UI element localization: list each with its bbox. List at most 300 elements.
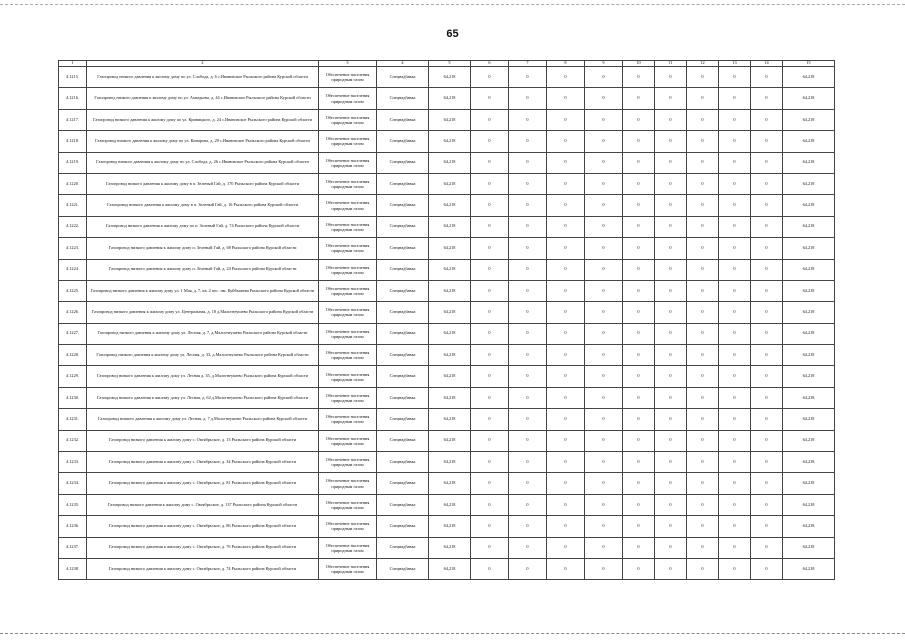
- year-value: 0: [471, 452, 509, 473]
- year-value: 0: [471, 409, 509, 430]
- funding-source: Спецнадбавка: [377, 323, 429, 344]
- year-value: 0: [585, 494, 623, 515]
- table-row: [59, 323, 835, 344]
- table-row: [59, 537, 835, 558]
- year-value: 0: [509, 280, 547, 301]
- year-value: 0: [471, 323, 509, 344]
- year-value: 0: [687, 494, 719, 515]
- row-number: 4.1237.: [59, 537, 87, 558]
- object-name: Газопровод низкого давления к жилому дому ул. Лесная, д. 7 д.Малогнеушево Рыльского района Курской области: [87, 409, 319, 430]
- year-value: 0: [471, 109, 509, 130]
- year-value: 0: [687, 302, 719, 323]
- year-value: 0: [751, 88, 783, 109]
- funding-source: Спецнадбавка: [377, 195, 429, 216]
- year-value: 0: [547, 88, 585, 109]
- top-dashed-rule: [0, 4, 905, 5]
- year-value: 0: [687, 387, 719, 408]
- year-value: 0: [623, 366, 655, 387]
- year-value: 0: [623, 152, 655, 173]
- row-number: 4.1233.: [59, 452, 87, 473]
- year-value: 0: [585, 216, 623, 237]
- year-value: 0: [471, 558, 509, 579]
- row-number: 4.1222.: [59, 216, 87, 237]
- funding-source: Спецнадбавка: [377, 409, 429, 430]
- object-name: Газопровод низкого давления к жилому дому по п. Зеленый Гай, д. 74 Рыльского района Курской области: [87, 216, 319, 237]
- year-value: 0: [687, 195, 719, 216]
- year-value: 0: [687, 152, 719, 173]
- bottom-dashed-rule: [0, 633, 905, 634]
- year-value: 0: [509, 345, 547, 366]
- purpose-cell: Обеспечение населения природным газом: [319, 473, 377, 494]
- year-value: 0: [509, 131, 547, 152]
- year-value: 0: [655, 195, 687, 216]
- funding-source: Спецнадбавка: [377, 216, 429, 237]
- table-row: [59, 516, 835, 537]
- year-value: 0: [547, 452, 585, 473]
- year-value: 0: [471, 516, 509, 537]
- sum-value: 64,218: [783, 238, 835, 259]
- object-name: Газопровод низкого давления к жилому дому с. Октябрьское, д. 76 Рыльского района Курской области: [87, 537, 319, 558]
- row-number: 4.1215.: [59, 67, 87, 88]
- year-value: 0: [509, 195, 547, 216]
- sum-value: 64,218: [783, 67, 835, 88]
- funding-source: Спецнадбавка: [377, 345, 429, 366]
- year-value: 0: [509, 387, 547, 408]
- total-value: 64,218: [429, 88, 471, 109]
- total-value: 64,218: [429, 387, 471, 408]
- year-value: 0: [719, 430, 751, 451]
- row-number: 4.1219.: [59, 152, 87, 173]
- year-value: 0: [547, 345, 585, 366]
- table-row: [59, 259, 835, 280]
- year-value: 0: [471, 259, 509, 280]
- sum-value: 64,218: [783, 409, 835, 430]
- column-header: 5: [429, 61, 471, 67]
- column-header: 3: [319, 61, 377, 67]
- year-value: 0: [719, 238, 751, 259]
- purpose-cell: Обеспечение населения природным газом: [319, 558, 377, 579]
- object-name: Газопровод низкого давления к жилому дому по ул. Слобода, д. 26 с.Ивановское Рыльского района Курской области: [87, 152, 319, 173]
- object-name: Газопровод низкого давления к жилому дому по ул. Слобода, д. 6 с.Ивановское Рыльского района Курской области: [87, 67, 319, 88]
- purpose-cell: Обеспечение населения природным газом: [319, 88, 377, 109]
- total-value: 64,218: [429, 430, 471, 451]
- row-number: 4.1218.: [59, 131, 87, 152]
- object-name: Газопровод низкого давления к жилому дому ул. Лесная, д. 62 д.Малогнеушево Рыльского района Курской области: [87, 387, 319, 408]
- year-value: 0: [655, 537, 687, 558]
- year-value: 0: [509, 109, 547, 130]
- object-name: Газопровод низкого давления к жилому дому с. Октябрьское, д. 137 Рыльского района Курской области: [87, 494, 319, 515]
- year-value: 0: [751, 302, 783, 323]
- year-value: 0: [719, 366, 751, 387]
- year-value: 0: [623, 516, 655, 537]
- year-value: 0: [509, 216, 547, 237]
- year-value: 0: [547, 67, 585, 88]
- year-value: 0: [547, 366, 585, 387]
- year-value: 0: [687, 88, 719, 109]
- year-value: 0: [751, 345, 783, 366]
- sum-value: 64,218: [783, 195, 835, 216]
- year-value: 0: [751, 558, 783, 579]
- table-row: [59, 173, 835, 194]
- year-value: 0: [623, 494, 655, 515]
- year-value: 0: [547, 259, 585, 280]
- year-value: 0: [623, 387, 655, 408]
- year-value: 0: [751, 516, 783, 537]
- row-number: 4.1224.: [59, 259, 87, 280]
- column-header: 2: [87, 61, 319, 67]
- purpose-cell: Обеспечение населения природным газом: [319, 452, 377, 473]
- year-value: 0: [509, 238, 547, 259]
- year-value: 0: [585, 323, 623, 344]
- sum-value: 64,218: [783, 430, 835, 451]
- object-name: Газопровод низкого давления к жилому дому по ул. Кривицкого, д. 24 с.Ивановское Рыльского района Курской области: [87, 109, 319, 130]
- row-number: 4.1236.: [59, 516, 87, 537]
- year-value: 0: [751, 473, 783, 494]
- year-value: 0: [509, 452, 547, 473]
- year-value: 0: [719, 387, 751, 408]
- total-value: 64,218: [429, 67, 471, 88]
- row-number: 4.1217.: [59, 109, 87, 130]
- year-value: 0: [585, 558, 623, 579]
- year-value: 0: [547, 109, 585, 130]
- table-row: [59, 280, 835, 301]
- row-number: 4.1235.: [59, 494, 87, 515]
- year-value: 0: [751, 409, 783, 430]
- year-value: 0: [623, 409, 655, 430]
- year-value: 0: [471, 387, 509, 408]
- year-value: 0: [751, 452, 783, 473]
- object-name: Газопровод низкого давления к жилому дому с. Октябрьское, д. 13 Рыльского района Курской области: [87, 430, 319, 451]
- column-header: 8: [547, 61, 585, 67]
- table-row: [59, 88, 835, 109]
- year-value: 0: [623, 345, 655, 366]
- sum-value: 64,218: [783, 345, 835, 366]
- year-value: 0: [585, 109, 623, 130]
- table-body: [59, 67, 835, 580]
- sum-value: 64,218: [783, 537, 835, 558]
- purpose-cell: Обеспечение населения природным газом: [319, 67, 377, 88]
- year-value: 0: [471, 238, 509, 259]
- year-value: 0: [585, 452, 623, 473]
- year-value: 0: [751, 494, 783, 515]
- row-number: 4.1230.: [59, 387, 87, 408]
- funding-source: Спецнадбавка: [377, 430, 429, 451]
- table-row: [59, 152, 835, 173]
- year-value: 0: [623, 259, 655, 280]
- sum-value: 64,218: [783, 558, 835, 579]
- year-value: 0: [655, 473, 687, 494]
- column-header: 7: [509, 61, 547, 67]
- year-value: 0: [585, 473, 623, 494]
- funding-source: Спецнадбавка: [377, 259, 429, 280]
- total-value: 64,218: [429, 259, 471, 280]
- year-value: 0: [547, 558, 585, 579]
- year-value: 0: [687, 259, 719, 280]
- year-value: 0: [585, 366, 623, 387]
- year-value: 0: [623, 131, 655, 152]
- row-number: 4.1229.: [59, 366, 87, 387]
- object-name: Газопровод низкого давления к жилому дому ул. Лесная, д. 33, д.Малогнеушево Рыльского района Курской области: [87, 345, 319, 366]
- year-value: 0: [585, 238, 623, 259]
- year-value: 0: [751, 195, 783, 216]
- year-value: 0: [585, 67, 623, 88]
- year-value: 0: [547, 430, 585, 451]
- year-value: 0: [655, 216, 687, 237]
- year-value: 0: [655, 516, 687, 537]
- year-value: 0: [655, 173, 687, 194]
- year-value: 0: [471, 280, 509, 301]
- total-value: 64,218: [429, 173, 471, 194]
- object-name: Газопровод низкого давления к жилому дому ул. Лесная, д. 7, д.Малогнеушево Рыльского района Курской области: [87, 323, 319, 344]
- year-value: 0: [687, 323, 719, 344]
- funding-source: Спецнадбавка: [377, 280, 429, 301]
- sum-value: 64,218: [783, 387, 835, 408]
- object-name: Газопровод низкого давления к жилому дому по ул. Ахвадьева, д. 44 с.Ивановское Рыльского района Курской области: [87, 88, 319, 109]
- funding-source: Спецнадбавка: [377, 109, 429, 130]
- funding-source: Спецнадбавка: [377, 494, 429, 515]
- table-row: [59, 195, 835, 216]
- page-number: 65: [446, 28, 459, 40]
- year-value: 0: [687, 109, 719, 130]
- year-value: 0: [655, 323, 687, 344]
- total-value: 64,218: [429, 366, 471, 387]
- year-value: 0: [687, 216, 719, 237]
- sum-value: 64,218: [783, 366, 835, 387]
- year-value: 0: [655, 430, 687, 451]
- year-value: 0: [509, 67, 547, 88]
- year-value: 0: [471, 302, 509, 323]
- sum-value: 64,218: [783, 494, 835, 515]
- object-name: Газопровод низкого давления к жилому дому с. Октябрьское, д. 34 Рыльского района Курской области: [87, 452, 319, 473]
- total-value: 64,218: [429, 537, 471, 558]
- year-value: 0: [687, 537, 719, 558]
- year-value: 0: [751, 387, 783, 408]
- year-value: 0: [751, 131, 783, 152]
- table-row: [59, 67, 835, 88]
- year-value: 0: [585, 131, 623, 152]
- purpose-cell: Обеспечение населения природным газом: [319, 494, 377, 515]
- year-value: 0: [547, 238, 585, 259]
- total-value: 64,218: [429, 323, 471, 344]
- year-value: 0: [471, 152, 509, 173]
- table-row: [59, 430, 835, 451]
- year-value: 0: [547, 152, 585, 173]
- year-value: 0: [509, 516, 547, 537]
- year-value: 0: [655, 152, 687, 173]
- year-value: 0: [655, 494, 687, 515]
- year-value: 0: [623, 323, 655, 344]
- purpose-cell: Обеспечение населения природным газом: [319, 323, 377, 344]
- total-value: 64,218: [429, 473, 471, 494]
- row-number: 4.1228.: [59, 345, 87, 366]
- year-value: 0: [751, 366, 783, 387]
- total-value: 64,218: [429, 345, 471, 366]
- year-value: 0: [655, 452, 687, 473]
- sum-value: 64,218: [783, 152, 835, 173]
- total-value: 64,218: [429, 409, 471, 430]
- year-value: 0: [655, 558, 687, 579]
- year-value: 0: [719, 473, 751, 494]
- year-value: 0: [547, 216, 585, 237]
- year-value: 0: [687, 473, 719, 494]
- year-value: 0: [471, 345, 509, 366]
- year-value: 0: [585, 516, 623, 537]
- purpose-cell: Обеспечение населения природным газом: [319, 131, 377, 152]
- year-value: 0: [509, 430, 547, 451]
- year-value: 0: [719, 173, 751, 194]
- year-value: 0: [471, 216, 509, 237]
- table-row: [59, 494, 835, 515]
- row-number: 4.1231.: [59, 409, 87, 430]
- year-value: 0: [547, 409, 585, 430]
- year-value: 0: [585, 88, 623, 109]
- year-value: 0: [509, 259, 547, 280]
- table-row: [59, 345, 835, 366]
- row-number: 4.1216.: [59, 88, 87, 109]
- year-value: 0: [655, 387, 687, 408]
- year-value: 0: [687, 452, 719, 473]
- year-value: 0: [585, 259, 623, 280]
- funding-source: Спецнадбавка: [377, 387, 429, 408]
- year-value: 0: [623, 88, 655, 109]
- column-header: 13: [719, 61, 751, 67]
- funding-source: Спецнадбавка: [377, 452, 429, 473]
- purpose-cell: Обеспечение населения природным газом: [319, 195, 377, 216]
- year-value: 0: [509, 473, 547, 494]
- year-value: 0: [547, 516, 585, 537]
- sum-value: 64,218: [783, 88, 835, 109]
- year-value: 0: [623, 216, 655, 237]
- year-value: 0: [687, 238, 719, 259]
- year-value: 0: [751, 152, 783, 173]
- data-table: [58, 60, 835, 580]
- table-row: [59, 366, 835, 387]
- year-value: 0: [585, 430, 623, 451]
- total-value: 64,218: [429, 452, 471, 473]
- year-value: 0: [751, 323, 783, 344]
- sum-value: 64,218: [783, 173, 835, 194]
- year-value: 0: [509, 537, 547, 558]
- year-value: 0: [719, 259, 751, 280]
- year-value: 0: [623, 452, 655, 473]
- year-value: 0: [585, 345, 623, 366]
- table-row: [59, 216, 835, 237]
- year-value: 0: [509, 173, 547, 194]
- row-number: 4.1234.: [59, 473, 87, 494]
- year-value: 0: [547, 131, 585, 152]
- row-number: 4.1226.: [59, 302, 87, 323]
- object-name: Газопровод низкого давления к жилому дому ул. Лесная д. 35, д.Малогнеушево Рыльского района Курской области: [87, 366, 319, 387]
- funding-source: Спецнадбавка: [377, 473, 429, 494]
- year-value: 0: [623, 537, 655, 558]
- year-value: 0: [509, 302, 547, 323]
- year-value: 0: [585, 387, 623, 408]
- year-value: 0: [547, 173, 585, 194]
- sum-value: 64,218: [783, 302, 835, 323]
- table-row: [59, 387, 835, 408]
- year-value: 0: [623, 173, 655, 194]
- year-value: 0: [655, 131, 687, 152]
- total-value: 64,218: [429, 131, 471, 152]
- funding-source: Спецнадбавка: [377, 516, 429, 537]
- year-value: 0: [655, 88, 687, 109]
- year-value: 0: [623, 109, 655, 130]
- object-name: Газопровод низкого давления к жилому дому в п. Зеленый Гай, д. 170 Рыльского района Курской области: [87, 173, 319, 194]
- year-value: 0: [751, 430, 783, 451]
- funding-source: Спецнадбавка: [377, 67, 429, 88]
- year-value: 0: [623, 302, 655, 323]
- year-value: 0: [751, 537, 783, 558]
- year-value: 0: [687, 131, 719, 152]
- year-value: 0: [719, 302, 751, 323]
- column-header: 9: [585, 61, 623, 67]
- year-value: 0: [547, 280, 585, 301]
- year-value: 0: [585, 280, 623, 301]
- year-value: 0: [655, 67, 687, 88]
- year-value: 0: [687, 173, 719, 194]
- sum-value: 64,218: [783, 473, 835, 494]
- purpose-cell: Обеспечение населения природным газом: [319, 280, 377, 301]
- sum-value: 64,218: [783, 516, 835, 537]
- year-value: 0: [547, 473, 585, 494]
- year-value: 0: [547, 302, 585, 323]
- purpose-cell: Обеспечение населения природным газом: [319, 537, 377, 558]
- column-header: 10: [623, 61, 655, 67]
- year-value: 0: [655, 109, 687, 130]
- year-value: 0: [509, 88, 547, 109]
- funding-source: Спецнадбавка: [377, 537, 429, 558]
- year-value: 0: [719, 345, 751, 366]
- year-value: 0: [547, 323, 585, 344]
- year-value: 0: [509, 152, 547, 173]
- funding-source: Спецнадбавка: [377, 238, 429, 259]
- year-value: 0: [719, 452, 751, 473]
- year-value: 0: [547, 195, 585, 216]
- object-name: Газопровод низкого давления к жилому дому с. Октябрьское, д. 81 Рыльского района Курской области: [87, 473, 319, 494]
- year-value: 0: [655, 409, 687, 430]
- funding-source: Спецнадбавка: [377, 558, 429, 579]
- total-value: 64,218: [429, 195, 471, 216]
- year-value: 0: [655, 366, 687, 387]
- year-value: 0: [471, 494, 509, 515]
- column-header: 11: [655, 61, 687, 67]
- year-value: 0: [585, 173, 623, 194]
- year-value: 0: [471, 131, 509, 152]
- purpose-cell: Обеспечение населения природным газом: [319, 387, 377, 408]
- table-row: [59, 131, 835, 152]
- year-value: 0: [585, 152, 623, 173]
- object-name: Газопровод низкого давления к жилому дому по ул. Комарова, д. 29 с.Ивановское Рыльского района Курской области: [87, 131, 319, 152]
- year-value: 0: [585, 537, 623, 558]
- purpose-cell: Обеспечение населения природным газом: [319, 216, 377, 237]
- total-value: 64,218: [429, 516, 471, 537]
- year-value: 0: [623, 238, 655, 259]
- year-value: 0: [509, 409, 547, 430]
- purpose-cell: Обеспечение населения природным газом: [319, 366, 377, 387]
- year-value: 0: [623, 473, 655, 494]
- row-number: 4.1221.: [59, 195, 87, 216]
- total-value: 64,218: [429, 238, 471, 259]
- total-value: 64,218: [429, 216, 471, 237]
- year-value: 0: [623, 558, 655, 579]
- year-value: 0: [719, 195, 751, 216]
- sum-value: 64,218: [783, 452, 835, 473]
- row-number: 4.1225.: [59, 280, 87, 301]
- year-value: 0: [719, 109, 751, 130]
- year-value: 0: [687, 345, 719, 366]
- funding-source: Спецнадбавка: [377, 173, 429, 194]
- row-number: 4.1220.: [59, 173, 87, 194]
